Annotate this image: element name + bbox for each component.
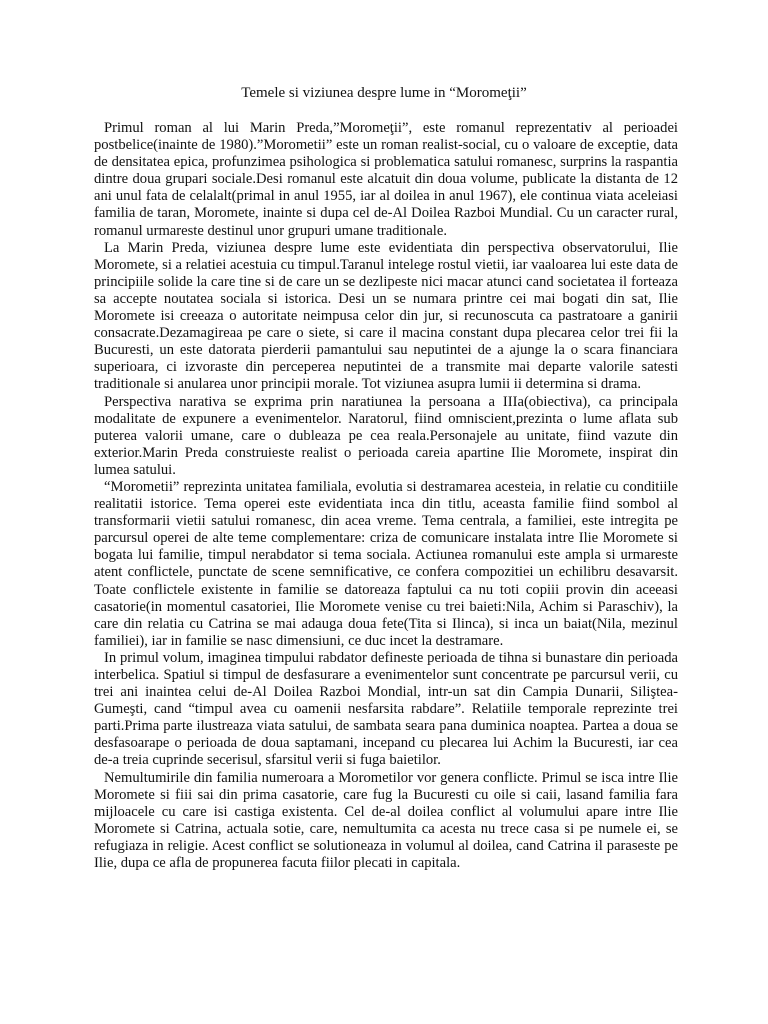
paragraph-intro: Primul roman al lui Marin Preda,”Moromeţii”, este romanul reprezentativ al perioadei postbelice(inainte de 1980).”Morometii” este un roman realist-social, cu o valoare de exceptie, data de densitatea epica, profunzimea psihologica si problematica satului romanesc, surprins la raspantia dintre doua grupari sociale.Desi romanul este alcatuit din doua volume, publicate la distanta de 12 ani unul fata de celalalt(primal in anul 1955, iar al doilea in anul 1967), ele continua viata aceleiasi familia de taran, Moromete, inainte si dupa cel de-Al Doilea Razboi Mundial. Cu un caracter rural, romanul urmareste destinul unor grupuri umane traditionale. bbox=[94, 120, 678, 239]
paragraph-conflicts: Nemultumirile din familia numeroara a Morometilor vor genera conflicte. Primul se isca intre Ilie Moromete si fiii sai din prima casatorie, care fug la Bucuresti cu oile si caii, lasand familia fara mijloacele cu care isi castiga existenta. Cel de-al doilea conflict al volumului apare intre Ilie Moromete si Catrina, actuala sotie, care, nemultumita ca acesta nu trece casa si pe numele ei, se refugiaza in religie. Acest conflict se solutioneaza in volumul al doilea, cand Catrina il paraseste pe Ilie, dupa ce afla de propunerea facuta fiilor plecati in capitala. bbox=[94, 769, 678, 872]
paragraph-family-theme: “Morometii” reprezinta unitatea familiala, evolutia si destramarea acesteia, in relatie cu conditiile realitatii istorice. Tema operei este evidentiata inca din titlu, aceasta familie fiind sombol al transformarii vietii satului romanesc, din acea vreme. Tema centrala, a familiei, este intregita pe parcursul operei de alte teme complementare: criza de comunicare instalata intre Ilie Moromete si bogata lui familie, timpul nerabdator si tema sociala. Actiunea romanului este ampla si urmareste atent conflictele, punctate de scene semnificative, ce confera compozitiei un echilibru desavarsit. Toate conflictele existente in familie se datoreaza faptului ca nu toti copiii provin din aceeasi casatorie(in momentul casatoriei, Ilie Moromete venise cu trei baieti:Nila, Achim si Paraschiv), la care din relatia cu Catrina se mai adauga doua fete(Tita si Ilinca), si inca un baiat(Nila, mezinul familiei), iar in familie se nasc dimensiuni, ce duc incet la destramare. bbox=[94, 478, 678, 649]
document-title: Temele si viziunea despre lume in “Moromeţii” bbox=[241, 85, 527, 101]
paragraph-worldview: La Marin Preda, viziunea despre lume este evidentiata din perspectiva observatorului, Ilie Moromete, si a relatiei acestuia cu timpul.Taranul intelege rostul vietii, iar vaaloarea lui este data de principiile solide la care tine si de care un se dezlipeste nici macar atunci cand societatea il forteaza sa accepte noutatea sociala si istorica. Desi un se numara printre cei mai bogati din sat, Ilie Moromete isi creeaza o autoritate neimpusa celor din jur, si recunoscuta ca pastratoare a ganirii consacrate.Dezamagireaa pe care o siete, si care il macina constant dupa plecarea celor trei fii la Bucuresti, un este datorata pierderii pamantului sau neputintei de a ajunge la o scara financiara superioara, ci izvoraste din perceperea neputintei de a transmite mai departe valorile satesti traditionale si anularea unor principii morale. Tot viziunea asupra lumii ii determina si drama. bbox=[94, 239, 678, 393]
paragraph-first-volume: In primul volum, imaginea timpului rabdator defineste perioada de tihna si bunastare din perioada interbelica. Spatiul si timpul de desfasurare a evenimentelor sunt concentrate pe parcursul verii, cu trei ani inaintea celui de-Al Doilea Razboi Mondial, intr-un sat din Campia Dunarii, Siliştea-Gumeşti, cand “timpul avea cu oamenii nesfarsita rabdare”. Relatiile temporale reprezinte trei parti.Prima parte ilustreaza viata satului, de sambata seara pana duminica noaptea. Partea a doua se desfasoarape o perioada de doua saptamani, incepand cu plecarea lui Achim la Bucuresti, iar cea de-a treia cuprinde secerisul, sfarsitul verii si fuga baietilor. bbox=[94, 649, 678, 769]
paragraph-narrative-perspective: Perspectiva narativa se exprima prin naratiunea la persoana a IIIa(obiectiva), ca principala modalitate de expunere a evenimentelor. Naratorul, fiind omniscient,prezinta o lume aflata sub puterea valorii umane, care o dubleaza pe cea reala.Personajele au unitate, fiind vazute din exterior.Marin Preda construieste realist o perioada careia apartine Ilie Moromete, inspirat din lumea satului. bbox=[94, 393, 678, 478]
document-body bbox=[94, 120, 678, 1020]
